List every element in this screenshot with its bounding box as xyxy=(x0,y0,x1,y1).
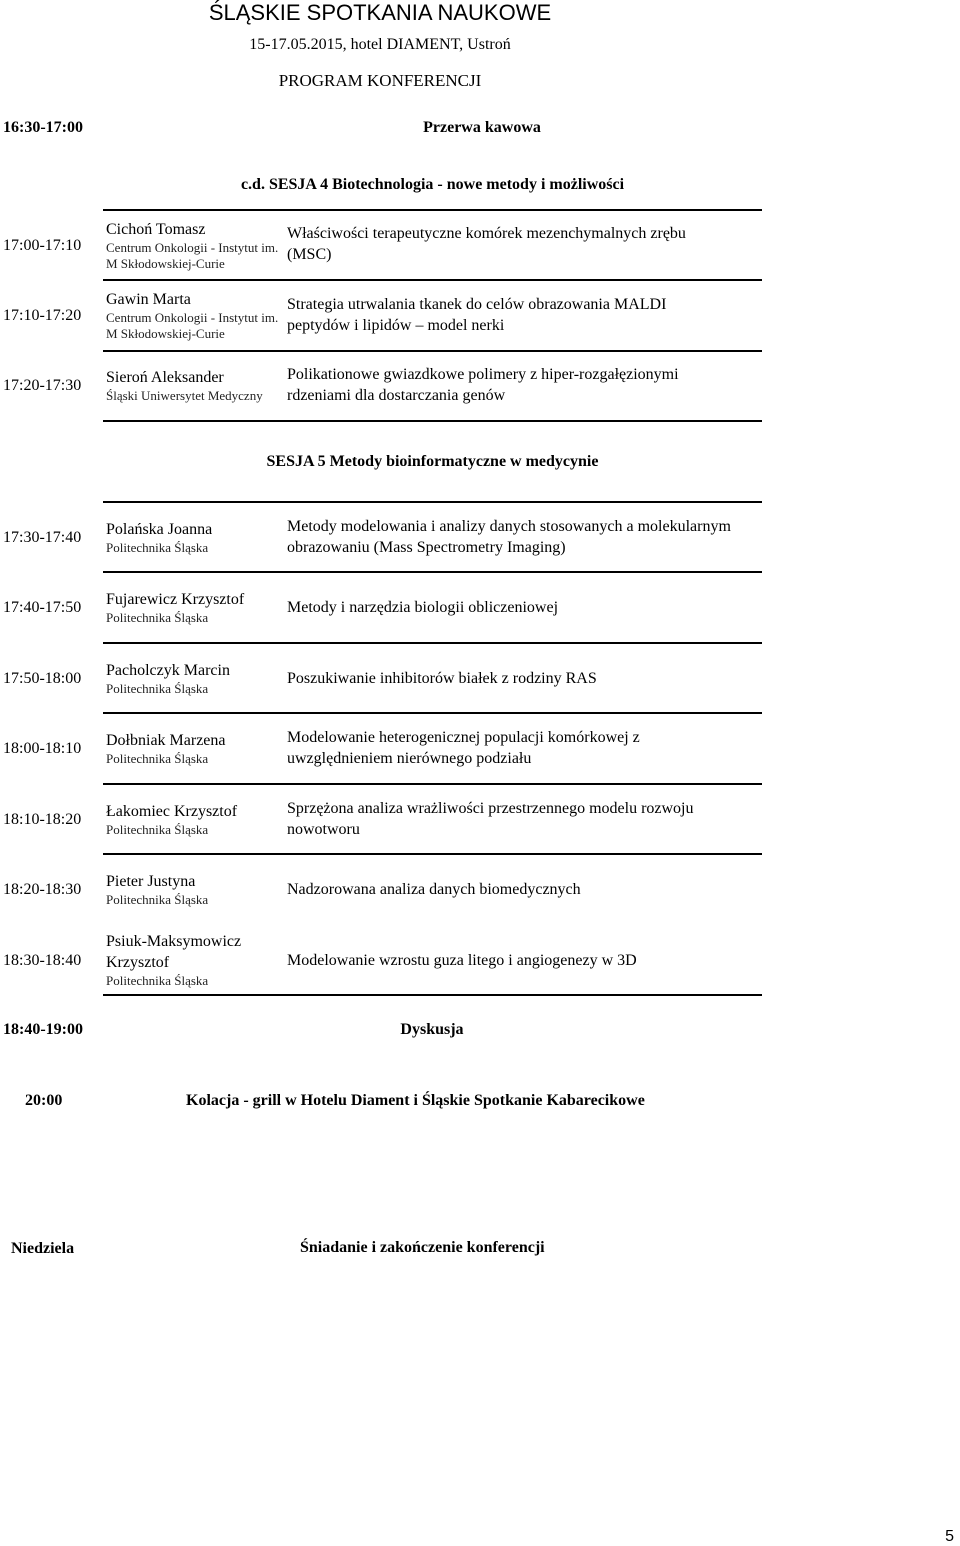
session-5-title: SESJA 5 Metody bioinformatyczne w medycynie xyxy=(266,453,599,470)
speaker-name: Sieroń Aleksander xyxy=(106,369,224,386)
speaker-affiliation: Politechnika Śląska xyxy=(106,540,209,555)
speaker-name: Polańska Joanna xyxy=(106,521,213,538)
speaker-affiliation: Centrum Onkologii - Instytut im. xyxy=(106,310,279,325)
talk-title: peptydów i lipidów ‒ model nerki xyxy=(287,317,505,334)
speaker-name: Krzysztof xyxy=(106,954,170,971)
talk-title: (MSC) xyxy=(287,246,332,263)
divider xyxy=(103,501,762,503)
divider xyxy=(103,853,762,855)
session-4-title: c.d. SESJA 4 Biotechnologia - nowe metody i możliwości xyxy=(240,176,625,193)
discussion-label: Dyskusja xyxy=(400,1021,464,1038)
speaker-name: Łakomiec Krzysztof xyxy=(106,803,238,820)
talk-title: Poszukiwanie inhibitorów białek z rodziny RAS xyxy=(287,670,597,687)
speaker-affiliation: Politechnika Śląska xyxy=(106,610,209,625)
speaker-name: Psiuk-Maksymowicz xyxy=(106,933,242,950)
break-time: 16:30-17:00 xyxy=(3,119,83,136)
talk-time: 17:20-17:30 xyxy=(3,377,82,394)
speaker-name: Pieter Justyna xyxy=(106,873,196,890)
talk-time: 17:30-17:40 xyxy=(3,529,82,546)
speaker-affiliation: Politechnika Śląska xyxy=(106,973,209,988)
talk-time: 17:10-17:20 xyxy=(3,307,82,324)
break-label: Przerwa kawowa xyxy=(423,119,541,136)
talk-title: rdzeniami dla dostarczania genów xyxy=(287,387,506,404)
dinner-label: Kolacja - grill w Hotelu Diament i Śląskie Spotkanie Kabarecikowe xyxy=(186,1092,645,1109)
talk-time: 18:20-18:30 xyxy=(3,881,82,898)
divider xyxy=(103,783,762,785)
speaker-affiliation: Centrum Onkologii - Instytut im. xyxy=(106,240,279,255)
talk-time: 18:10-18:20 xyxy=(3,811,82,828)
page-number: 5 xyxy=(945,1528,954,1545)
talk-time: 17:50-18:00 xyxy=(3,670,82,687)
divider xyxy=(103,279,762,281)
event-date-location: 15-17.05.2015, hotel DIAMENT, Ustroń xyxy=(249,36,511,53)
talk-title: Właściwości terapeutyczne komórek mezenchymalnych zrębu xyxy=(287,225,686,242)
page-title: ŚLĄSKIE SPOTKANIA NAUKOWE xyxy=(208,0,552,25)
talk-title: Modelowanie wzrostu guza litego i angiogenezy w 3D xyxy=(287,952,637,969)
divider xyxy=(103,642,762,644)
talk-title: Modelowanie heterogenicznej populacji komórkowej z xyxy=(287,729,640,746)
talk-time: 18:30-18:40 xyxy=(3,952,82,969)
talk-title: Sprzężona analiza wrażliwości przestrzennego modelu rozwoju xyxy=(287,800,694,817)
speaker-affiliation: Politechnika Śląska xyxy=(106,751,209,766)
speaker-name: Fujarewicz Krzysztof xyxy=(106,591,245,608)
sunday-label: Śniadanie i zakończenie konferencji xyxy=(300,1239,545,1256)
talk-title: Nadzorowana analiza danych biomedycznych xyxy=(287,881,581,898)
talk-title: uwzględnieniem nierównego podziału xyxy=(287,750,532,767)
talk-time: 17:00-17:10 xyxy=(3,237,82,254)
speaker-affiliation: Politechnika Śląska xyxy=(106,822,209,837)
speaker-name: Gawin Marta xyxy=(106,291,191,308)
divider xyxy=(103,571,762,573)
day-label: Niedziela xyxy=(11,1240,75,1257)
discussion-time: 18:40-19:00 xyxy=(3,1021,83,1038)
talk-title: nowotworu xyxy=(287,821,360,838)
talk-title: Polikationowe gwiazdkowe polimery z hiper-rozgałęzionymi xyxy=(287,366,679,383)
speaker-affiliation: M Skłodowskiej-Curie xyxy=(106,256,225,271)
divider xyxy=(103,420,762,422)
speaker-affiliation: M Skłodowskiej-Curie xyxy=(106,326,225,341)
divider xyxy=(103,994,762,996)
speaker-name: Dołbniak Marzena xyxy=(106,732,226,749)
speaker-affiliation: Śląski Uniwersytet Medyczny xyxy=(106,388,263,403)
speaker-name: Pacholczyk Marcin xyxy=(106,662,230,679)
divider xyxy=(103,350,762,352)
talk-time: 17:40-17:50 xyxy=(3,599,82,616)
speaker-affiliation: Politechnika Śląska xyxy=(106,681,209,696)
speaker-name: Cichoń Tomasz xyxy=(106,221,206,238)
talk-time: 18:00-18:10 xyxy=(3,740,82,757)
talk-title: obrazowaniu (Mass Spectrometry Imaging) xyxy=(287,539,566,556)
talk-title: Metody modelowania i analizy danych stosowanych a molekularnym xyxy=(287,518,731,535)
talk-title: Strategia utrwalania tkanek do celów obrazowania MALDI xyxy=(287,296,667,313)
talk-title: Metody i narzędzia biologii obliczeniowej xyxy=(287,599,559,616)
speaker-affiliation: Politechnika Śląska xyxy=(106,892,209,907)
divider xyxy=(103,209,762,211)
divider xyxy=(103,712,762,714)
dinner-time: 20:00 xyxy=(25,1092,63,1109)
program-heading: PROGRAM KONFERENCJI xyxy=(278,71,482,90)
